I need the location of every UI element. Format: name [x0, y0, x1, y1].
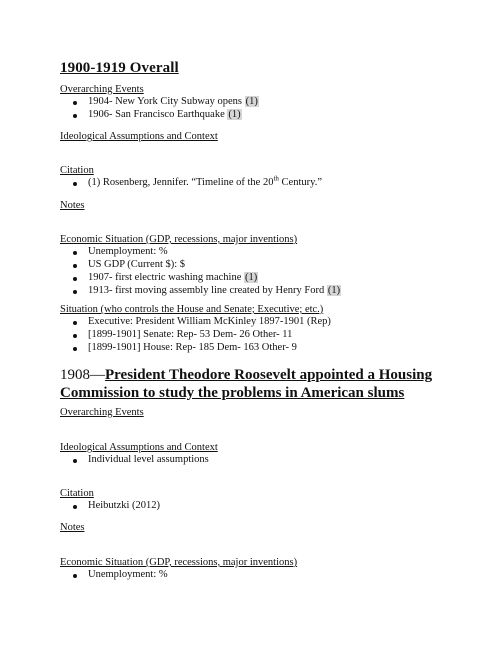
- notes-heading: Notes: [60, 522, 85, 533]
- list-item: [1899-1901] House: Rep- 185 Dem- 163 Other- 9: [88, 342, 297, 353]
- economic-heading: Economic Situation (GDP, recessions, major inventions): [60, 234, 298, 245]
- overarching-events-heading: Overarching Events: [60, 84, 144, 95]
- citation-reference: (1): [228, 109, 241, 120]
- bullet: [73, 459, 77, 463]
- list-item: [1899-1901] Senate: Rep- 53 Dem- 26 Other- 11: [88, 329, 293, 340]
- situation-heading: Situation (who controls the House and Senate; Executive; etc.): [60, 304, 324, 315]
- bullet: [73, 321, 77, 325]
- citation-heading: Citation: [60, 488, 94, 499]
- list-item: Individual level assumptions: [88, 454, 209, 465]
- list-item: 1913- first moving assembly line created by Henry Ford (1): [88, 285, 341, 296]
- economic-heading: Economic Situation (GDP, recessions, major inventions): [60, 557, 298, 568]
- bullet: [73, 101, 77, 105]
- list-item: 1904- New York City Subway opens (1): [88, 96, 258, 107]
- list-item: Unemployment: %: [88, 246, 168, 257]
- citation-reference: (1): [327, 285, 341, 296]
- bullet: [73, 182, 77, 186]
- list-item: (1) Rosenberg, Jennifer. “Timeline of the 20th Century.”: [88, 174, 322, 188]
- bullet: [73, 264, 77, 268]
- citation-reference: (1): [245, 272, 258, 283]
- section-title: 1900-1919 Overall: [60, 60, 179, 76]
- list-item: Heibutzki (2012): [88, 500, 161, 511]
- citation-reference: (1): [245, 96, 258, 107]
- notes-heading: Notes: [60, 200, 85, 211]
- bullet: [73, 251, 77, 255]
- citation-heading: Citation: [60, 165, 94, 176]
- overarching-events-heading: Overarching Events: [60, 407, 144, 418]
- bullet: [73, 290, 77, 294]
- bullet: [73, 505, 77, 509]
- ideological-heading: Ideological Assumptions and Context: [60, 131, 218, 142]
- bullet: [73, 277, 77, 281]
- list-item: 1907- first electric washing machine (1): [88, 272, 258, 283]
- bullet: [73, 574, 77, 578]
- list-item: US GDP (Current $): $: [88, 259, 186, 270]
- ideological-heading: Ideological Assumptions and Context: [60, 442, 218, 453]
- section-title: 1908—President Theodore Roosevelt appointed a Housing Commission to study the problems in American slums: [60, 367, 433, 401]
- list-item: 1906- San Francisco Earthquake (1): [88, 109, 241, 120]
- bullet: [73, 347, 77, 351]
- bullet: [73, 334, 77, 338]
- bullet: [73, 114, 77, 118]
- list-item: Executive: President William McKinley 1897-1901 (Rep): [88, 316, 331, 327]
- list-item: Unemployment: %: [88, 569, 168, 580]
